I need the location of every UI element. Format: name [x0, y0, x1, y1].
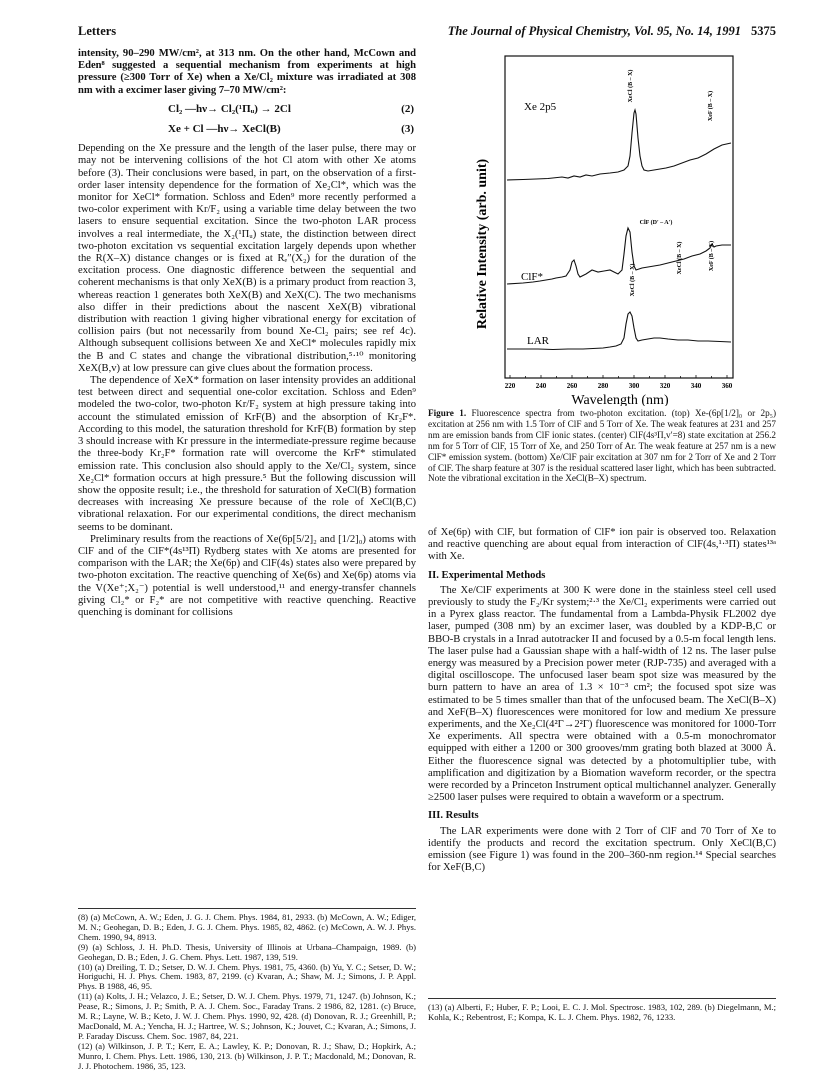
spectrum-trace-xe2p5 — [507, 110, 731, 180]
trace-label-clf: ClF* — [521, 271, 544, 283]
x-tick-label: 280 — [597, 382, 609, 390]
x-tick-label: 300 — [628, 382, 640, 390]
spectra-plot — [428, 48, 776, 406]
equation-3 — [78, 123, 416, 135]
equation-number: (2) — [401, 102, 414, 115]
trace-label-lar: LAR — [527, 335, 549, 347]
footnote: (8) (a) McCown, A. W.; Eden, J. G. J. Chem. Phys. 1984, 81, 2933. (b) McCown, A. W.; Ediger, M. N.; Geohegan, D. B.; Eden, J. G. J. Chem. Phys. 1985, 82, 4862. (c) McCown, A. W. J. Phys. Chem. 1990, 94, 8913. — [78, 912, 416, 942]
page-number: 5375 — [751, 24, 776, 38]
x-tick-label: 360 — [721, 382, 733, 390]
paragraph: Depending on the Xe pressure and the length of the laser pulse, there may or may not be intervening collisions of the hot Cl atom with other Xe atoms before (3). Their conclusions were based, in part, on the observation of a first-order laser intensity dependence for the formation of Xe₂Cl*, which was the monitor for XeCl* formation. Schloss and Eden⁹ more recently performed a two-color experiment with Kr/F₂ using a variable time delay between the two lasers to ensure sequential excitation. Since the two-photon LAR process involves a real intermediate, the X₂(¹Πᵤ) state, the distinction between direct two-photon excitation vs sequential excitation largely depends upon whether the R(X–X) distance changes or is fixed at Rₑ″(X₂) for the duration of the excitation process. One diagnostic difference between the sequential and coherent mechanisms is that only XeX(B) is a primary product from reaction 3, whereas reaction 1 generates both XeX(B) and XeX(C). The two mechanisms also differ in their predictions about the nascent XeX(B) vibrational distribution with reaction 1 giving higher vibrational energy for excitation of collision pairs (but not necessarily from bound Xe-Cl₂ pairs; see ref 4c). Although subsequent collisions between Xe and XeCl* molecules rapidly mix the B and C states and change the vibrational distribution,⁵·¹⁰ monitoring XeX(B,v) at low pressure can give clues about the formation process. — [78, 143, 416, 374]
caption-label: Figure 1. — [428, 408, 467, 418]
page-header — [78, 24, 776, 42]
section-heading: III. Results — [428, 810, 479, 822]
peak-label: XeF (B – X) — [708, 90, 714, 122]
figure-1 — [428, 48, 776, 406]
x-axis-label: Wavelength (nm) — [571, 393, 669, 406]
equation-body: Cl₂ —hν→ Cl₂(¹Πᵤ) → 2Cl — [168, 102, 291, 115]
x-tick-label: 340 — [690, 382, 702, 390]
equation-number: (3) — [401, 123, 414, 136]
peak-label: ClF (D′ – A′) — [639, 220, 673, 226]
peak-label: XeCl (B – X) — [677, 241, 683, 275]
journal-citation — [448, 24, 776, 39]
footnote: (9) (a) Schloss, J. H. Ph.D. Thesis, University of Illinois at Urbana–Champaign, 1989. (b) Geohegan, D. B.; Eden, J. G. Chem. Phys. Lett. 1987, 139, 519. — [78, 941, 416, 962]
peak-label: XeCl (B – X) — [630, 263, 636, 297]
equation-body: Xe + Cl —hν→ XeCl(B) — [168, 123, 281, 136]
trace-label-xe2p5: Xe 2p5 — [524, 101, 557, 113]
x-tick-label: 240 — [535, 382, 547, 390]
footnote-rule — [78, 908, 416, 909]
peak-label: XeF (B – X) — [709, 240, 715, 272]
paragraph: intensity, 90–290 MW/cm², at 313 nm. On the other hand, McCown and Eden⁸ suggested a sequential mechanism from experiments at high pressure (≥300 Torr of Xe) when a Xe/Cl₂ mixture was irradiated at 308 nm with a excimer laser giving 7–70 MW/cm²: — [78, 48, 416, 96]
peak-label: XeCl (B – X) — [628, 69, 634, 103]
y-axis-label: Relative Intensity (arb. unit) — [475, 158, 490, 330]
section-heading: II. Experimental Methods — [428, 569, 546, 581]
footnote-rule — [428, 998, 776, 999]
footnote: (10) (a) Dreiling, T. D.; Setser, D. W. J. Chem. Phys. 1981, 75, 4360. (b) Yu, Y. C.; Setser, D. W.; Horiguchi, H. J. Phys. Chem. 1983, 87, 2199. (c) Kvaran, A.; Shaw, M. J.; Simons, J. P. Appl. Phys. B 1988, 46, 95. — [78, 961, 416, 992]
footnote: (12) (a) Wilkinson, J. P. T.; Kerr, E. A.; Lawley, K. P.; Donovan, R. J.; Shaw, D.; Hopkirk, A.; Munro, I. Chem. Phys. Lett. 1986, 130, 213. (b) Wilkinson, J. P. T.; Macdonald, M.; Donovan, R. J. J. Photochem. 1986, 35, 123. — [78, 1040, 416, 1071]
paragraph: The LAR experiments were done with 2 Torr of ClF and 70 Torr of Xe to identify the products and record the excitation spectrum. Only XeCl(B,C) emission (see Figure 1) was found in the 200–360-nm region.¹⁴ Special searches for XeF(B,C) — [428, 825, 776, 874]
footnotes-left — [78, 908, 416, 1072]
paragraph: The Xe/ClF experiments at 300 K were done in the stainless steel cell used previously to study the F₂/Kr system;²·³ the Xe/Cl₂ experiments were carried out in a Pyrex glass reactor. The fundamental from a Lambda-Physik FL2002 dye laser, pumped (308 nm) by an excimer laser, was doubled by a KDP-B,C or BBO-B crystals in a Inrad autotracker II and focused by a 0.5-m focal length lens. The laser pulse had a Gaussian shape with a half-width of 12 ns. The laser pulse energy was measured by a Precision power meter (RJP-735) and averaged with a digital oscilloscope. The unfocused laser beam spot size was measured by the burn pattern to have an area of 1.3 × 10⁻³ cm²; the focused spot size was estimated to be 5 times smaller than that of the unfocused beam. The XeCl(B–X) and XeF(B–X) fluorescences were monitored for low and medium Xe pressure experiments, and the Xe₂Cl(4²Γ→2²Γ) fluorescence was monitored for 1000-Torr Xe experiments. All spectra were obtained with a 0.5-m monochromator equipped with either a 1200 or 300 grooves/mm grating both blazed at 3000 Å. Either the fluorescence signal was detected by a photomultiplier tube, with amplification and digitization by a Biomation waveform recorder, or the spectra were recorded by a Princeton Instrument optical multichannel analyzer. Generally ≥2500 laser pulses were required to obtain a waveform or a spectrum. — [428, 584, 776, 804]
section-label: Letters — [78, 24, 117, 38]
x-tick-label: 320 — [659, 382, 671, 390]
footnote: (13) (a) Alberti, F.; Huber, F. P.; Looi, E. C. J. Mol. Spectrosc. 1983, 102, 289. (b) Diegelmann, M.; Kohla, K.; Rebentrost, F.; Kompa, K. L. J. Chem. Phys. 1982, 76, 1233. — [428, 1002, 776, 1022]
paragraph: The dependence of XeX* formation on laser intensity provides an additional test between direct and sequential one-color excitation. Schloss and Eden⁹ modeled the two-color, two-photon Kr/F₂ system at high pressure taking into account the stimulated emission of KrF(B) and the absorption of Kr₂F*. According to this model, the saturation threshold for KrF(B) formation by step 3 should increase with Kr pressure in the intermediate-pressure regime because the three-body Kr₂F* formation rate will overcome the KrF* stimulated emission rate. This conclusion also should apply to the Xe/Cl₂ system, since Xe₂Cl* formation occurs at high pressure.⁵ But the following discussion will show the opposite result; i.e., the threshold for saturation of XeCl(B) formation decreases with increasing Xe pressure because of the role of XeCl(B,C) vibrational relaxation. For our experimental conditions, the direct mechanism seems to be dominant. — [78, 375, 416, 533]
journal-name: The Journal of Physical Chemistry, Vol. 95, No. 14, 1991 — [447, 24, 741, 38]
x-ticks — [505, 375, 733, 390]
paragraph: Preliminary results from the reactions of Xe(6p[5/2]₂ and [1/2]₀) atoms with ClF and of the ClF*(4s¹³Π) Rydberg states with Xe atoms are presented for comparison with the LAR; the Xe(6p) and ClF(4s) states also were prepared by two-photon excitation. The reactive quenching of Xe(6s) and Xe(6p) atoms via the V(Xe⁺;X₂⁻) potential is well understood,¹¹ and energy-transfer channels giving Cl₂* or F₂* are not competitive with reactive quenching. Reactive quenching is dominant for collisions — [78, 533, 416, 618]
paragraph: of Xe(6p) with ClF, but formation of ClF* ion pair is observed too. Relaxation and reactive quenching are about equal from interaction of ClF(4s,¹·³Π) states¹³ᵃ with Xe. — [428, 527, 776, 563]
equation-2 — [78, 103, 416, 115]
x-tick-label: 260 — [566, 382, 578, 390]
figure-caption — [428, 408, 776, 484]
footnotes-right — [428, 998, 776, 1023]
caption-text: Fluorescence spectra from two-photon excitation. (top) Xe-(6p[1/2]₀ or 2p₅) excitation at 256 nm with 1.5 Torr of ClF and 5 Torr of Xe. The weak features at 231 and 257 nm are emission bands from ClF ionic states. (center) ClF(4s³Π,v′=8) state excitation at 256.2 nm for 5 Torr of ClF, 15 Torr of Xe, and 250 Torr of Ar. The weak feature at 257 nm is a new ClF* emission system. (bottom) Xe/ClF pair excitation at 307 nm for 2 Torr of Xe and 2 Torr of ClF. The sharp feature at 307 is the residual scattered laser light, which has been subtracted. Note the vibrational excitation in the XeCl(B–X) spectrum. — [428, 408, 776, 484]
right-column — [428, 527, 776, 874]
x-tick-label: 220 — [504, 382, 516, 390]
left-column — [78, 48, 416, 619]
footnote: (11) (a) Kolts, J. H.; Velazco, J. E.; Setser, D. W. J. Chem. Phys. 1979, 71, 1247. (b) Johnson, K.; Pease, R.; Simons, J. P.; Smith, P. A. J. Chem. Soc., Faraday Trans. 2 1986, 82, 1281. (c) Bruce, M. R.; Layne, W. B.; Keto, J. W. J. Chem. Phys. 1990, 92, 428. (d) Donovan, R. J.; Greenhill, P.; MacDonald, M. A.; Yencha, H. J.; Hartree, W. S.; Johnson, K.; Jouvet, C.; Kvaran, A.; Simons, J. P. Faraday Discuss. Chem. Soc. 1987, 84, 221. — [78, 991, 416, 1041]
